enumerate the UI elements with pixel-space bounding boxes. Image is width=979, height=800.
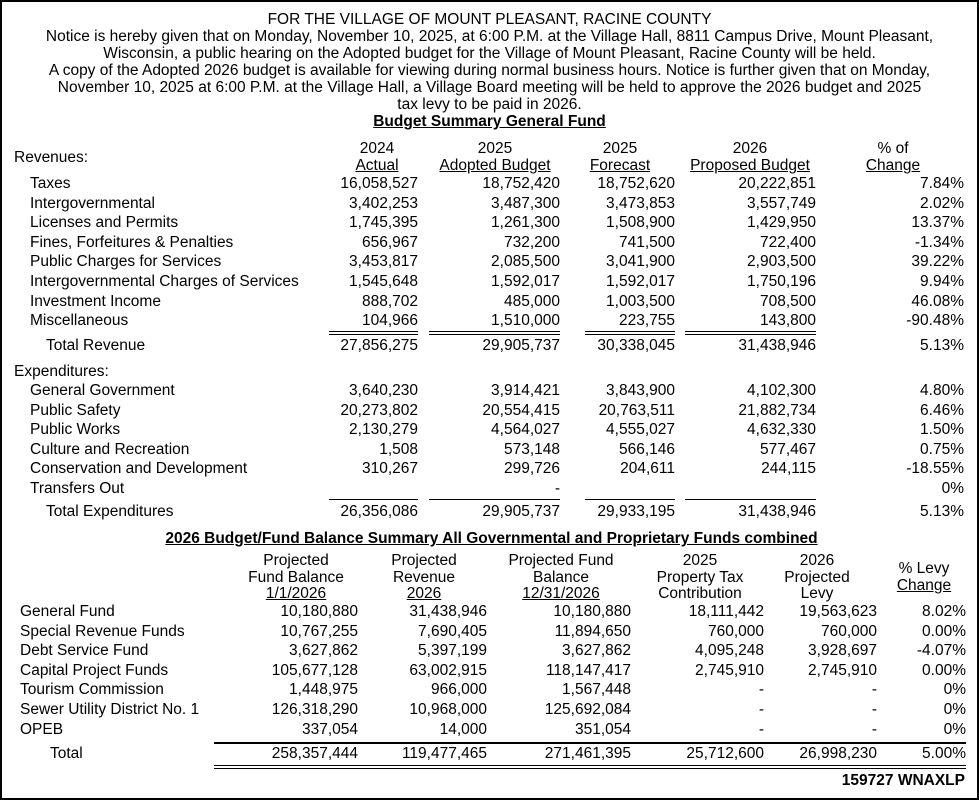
amount-cell: 20,554,415 — [482, 401, 560, 419]
fb-column-header: Change — [896, 576, 952, 594]
amount-cell: 1,429,950 — [747, 214, 816, 232]
amount-cell: 722,400 — [759, 233, 816, 251]
total-underline — [329, 331, 418, 335]
total-label: Total Expenditures — [46, 503, 174, 520]
row-label: General Government — [30, 382, 175, 399]
amount-cell: 2,130,279 — [349, 421, 418, 439]
amount-cell: 573,148 — [503, 440, 560, 458]
amount-cell: 3,914,421 — [491, 382, 560, 399]
amount-cell: 3,627,862 — [289, 642, 358, 660]
amount-cell: 14,000 — [439, 720, 487, 738]
amount-cell: 7,690,405 — [418, 622, 487, 640]
notice-text-line: A copy of the Adopted 2026 budget is available for viewing during normal business hours. Notice is further given that on Monday, — [48, 62, 931, 79]
total-amount-cell: 29,905,737 — [482, 337, 560, 354]
amount-cell: 760,000 — [707, 622, 764, 640]
amount-cell: 485,000 — [503, 292, 560, 310]
fb-column-header: 12/31/2026 — [522, 585, 600, 602]
percent-change-cell: 7.84% — [920, 175, 964, 192]
row-label: Licenses and Permits — [30, 214, 179, 232]
total-amount-cell: 271,461,395 — [544, 745, 631, 762]
amount-cell: 1,592,017 — [606, 273, 675, 290]
levy-change-cell: 5.00% — [922, 745, 966, 762]
fb-column-header: 2026 — [406, 585, 442, 602]
percent-change-cell: 9.94% — [920, 273, 964, 290]
amount-cell: 1,510,000 — [491, 312, 560, 330]
amount-cell: 4,555,027 — [606, 421, 675, 439]
notice-text-line: November 10, 2025 at 6:00 P.M. at the Village Hall, a Village Board meeting will be held to approve the 2026 budget and 2025 — [57, 79, 922, 96]
fund-name: Special Revenue Funds — [20, 622, 185, 640]
percent-change-cell: 13.37% — [911, 214, 964, 232]
amount-cell: 1,545,648 — [349, 273, 418, 290]
gf-col-header-top: 2025 — [477, 140, 513, 157]
gf-col-header-bottom: Forecast — [589, 157, 651, 174]
fund-name: Tourism Commission — [20, 681, 164, 699]
amount-cell: 125,692,084 — [544, 701, 631, 718]
percent-change-cell: 39.22% — [911, 253, 964, 271]
amount-cell: 3,843,900 — [606, 382, 675, 399]
fund-name: Debt Service Fund — [20, 642, 149, 660]
total-underline — [585, 499, 675, 500]
amount-cell: 2,903,500 — [747, 253, 816, 271]
fund-name: Sewer Utility District No. 1 — [20, 701, 200, 718]
percent-change-cell: 5.13% — [920, 337, 964, 354]
percent-change-cell: -18.55% — [906, 460, 964, 478]
row-label: Culture and Recreation — [30, 440, 190, 458]
row-label: Public Safety — [30, 401, 121, 419]
amount-cell: - — [758, 681, 764, 699]
row-label: Fines, Forfeitures & Penalties — [30, 233, 234, 251]
levy-change-cell: 0% — [943, 681, 966, 699]
total-double-rule — [214, 765, 966, 769]
amount-cell: 577,467 — [759, 440, 816, 458]
amount-cell: - — [758, 701, 764, 718]
amount-cell: 3,041,900 — [606, 253, 675, 271]
amount-cell: 244,115 — [761, 460, 816, 478]
row-label: Intergovernmental — [30, 194, 155, 212]
amount-cell: 3,473,853 — [606, 194, 675, 212]
amount-cell: 2,745,910 — [695, 661, 764, 679]
total-amount-cell: 31,438,946 — [738, 337, 816, 354]
amount-cell: 19,563,623 — [799, 603, 877, 620]
gf-col-header-top: % of — [877, 140, 909, 157]
total-underline — [685, 499, 816, 500]
amount-cell: 3,453,817 — [349, 253, 418, 271]
gf-col-header-bottom: Proposed Budget — [690, 157, 810, 174]
amount-cell: - — [758, 720, 764, 738]
amount-cell: 63,002,915 — [409, 661, 487, 679]
total-rule — [214, 742, 966, 744]
row-label: Taxes — [30, 175, 71, 192]
fb-column-header: Contribution — [658, 585, 742, 602]
notice-text-line: Notice is hereby given that on Monday, November 10, 2025, at 6:00 P.M. at the Village Hall, 8811 Campus Drive, Mount Pleasant, — [45, 28, 934, 45]
levy-change-cell: 0% — [943, 701, 966, 718]
amount-cell: - — [871, 681, 877, 699]
fb-column-header: Balance — [532, 568, 589, 586]
amount-cell: 118,147,417 — [545, 661, 631, 679]
notice-text-line: tax levy to be paid in 2026. — [397, 96, 582, 113]
amount-cell: 732,200 — [503, 233, 560, 251]
amount-cell: 1,448,975 — [289, 681, 358, 699]
fb-column-header: Fund Balance — [248, 568, 344, 586]
amount-cell: 3,640,230 — [349, 382, 418, 399]
amount-cell: 20,222,851 — [738, 175, 816, 192]
revenues-label: Revenues: — [14, 149, 89, 166]
percent-change-cell: 2.02% — [920, 194, 964, 212]
percent-change-cell: 0% — [941, 480, 964, 497]
amount-cell: 16,058,527 — [340, 175, 418, 192]
total-underline — [329, 499, 418, 500]
total-amount-cell: 29,933,195 — [597, 503, 675, 520]
row-label: Miscellaneous — [30, 312, 129, 330]
fb-column-header: Levy — [800, 585, 834, 602]
gf-col-header-bottom: Change — [865, 157, 921, 174]
amount-cell: 4,564,027 — [491, 421, 560, 439]
amount-cell: 888,702 — [361, 292, 418, 310]
amount-cell: 20,763,511 — [598, 401, 675, 419]
amount-cell: 1,745,395 — [349, 214, 418, 232]
gf-col-header-top: 2026 — [732, 140, 768, 157]
notice-title: FOR THE VILLAGE OF MOUNT PLEASANT, RACINE COUNTY — [267, 11, 712, 28]
notice-header — [6, 11, 973, 113]
fb-column-header: Projected — [263, 552, 329, 569]
expenditures-label: Expenditures: — [14, 363, 109, 380]
general-fund-title: Budget Summary General Fund — [373, 113, 606, 130]
amount-cell: 1,592,017 — [491, 273, 560, 290]
total-amount-cell: 26,998,230 — [799, 745, 877, 762]
amount-cell: 3,487,300 — [491, 194, 560, 212]
fund-name: OPEB — [20, 720, 64, 738]
percent-change-cell: -1.34% — [914, 233, 964, 251]
fb-column-header: 2026 — [799, 552, 835, 569]
amount-cell: - — [554, 480, 560, 497]
percent-change-cell: 1.50% — [920, 421, 964, 439]
fb-column-header: 2025 — [682, 552, 718, 569]
levy-change-cell: 0.00% — [922, 661, 966, 679]
amount-cell: 11,894,650 — [554, 622, 631, 640]
amount-cell: 3,557,749 — [747, 194, 816, 212]
amount-cell: 310,267 — [361, 460, 418, 478]
amount-cell: - — [871, 701, 877, 718]
amount-cell: 1,261,300 — [491, 214, 560, 232]
row-label: Investment Income — [30, 292, 161, 310]
amount-cell: 126,318,290 — [271, 701, 358, 718]
fb-column-header: Projected — [391, 552, 457, 569]
amount-cell: 18,752,420 — [482, 175, 560, 192]
amount-cell: 3,928,697 — [808, 642, 877, 660]
amount-cell: 4,632,330 — [747, 421, 816, 439]
amount-cell: - — [871, 720, 877, 738]
percent-change-cell: 0.75% — [920, 440, 964, 458]
amount-cell: 2,745,910 — [808, 661, 877, 679]
row-label: Public Charges for Services — [30, 253, 222, 271]
amount-cell: 18,752,620 — [597, 175, 675, 192]
fb-column-header: Property Tax — [656, 568, 744, 586]
total-underline — [429, 499, 560, 500]
percent-change-cell: 4.80% — [920, 382, 964, 399]
fund-balance-title: 2026 Budget/Fund Balance Summary All Governmental and Proprietary Funds combined — [165, 530, 818, 547]
amount-cell: 223,755 — [618, 312, 675, 330]
amount-cell: 4,102,300 — [747, 382, 816, 399]
fund-name: Capital Project Funds — [20, 661, 169, 679]
gf-col-header-bottom: Actual — [355, 157, 399, 174]
row-label: Intergovernmental Charges of Services — [30, 273, 299, 290]
ad-number: 159727 WNAXLP — [841, 772, 965, 789]
row-label: Conservation and Development — [30, 460, 248, 478]
gf-col-header-bottom: Adopted Budget — [439, 157, 551, 174]
amount-cell: 741,500 — [618, 233, 675, 251]
amount-cell: 708,500 — [759, 292, 816, 310]
total-label: Total Revenue — [46, 337, 146, 354]
amount-cell: 566,146 — [618, 440, 675, 458]
gf-col-header-top: 2025 — [602, 140, 638, 157]
amount-cell: 1,750,196 — [747, 273, 816, 290]
amount-cell: 204,611 — [620, 460, 675, 478]
total-amount-cell: 26,356,086 — [340, 503, 418, 520]
gf-col-header-top: 2024 — [359, 140, 395, 157]
total-amount-cell: 119,477,465 — [401, 745, 487, 762]
total-label: Total — [50, 745, 83, 762]
total-amount-cell: 25,712,600 — [686, 745, 764, 762]
total-underline — [685, 331, 816, 335]
fund-name: General Fund — [20, 603, 115, 620]
total-amount-cell: 258,357,444 — [271, 745, 358, 762]
amount-cell: 10,180,880 — [553, 603, 631, 620]
amount-cell: 4,095,248 — [695, 642, 764, 660]
amount-cell: 20,273,802 — [340, 401, 418, 419]
total-amount-cell: 30,338,045 — [597, 337, 675, 354]
amount-cell: 656,967 — [361, 233, 418, 251]
amount-cell: 760,000 — [820, 622, 877, 640]
amount-cell: 1,003,500 — [606, 292, 675, 310]
total-amount-cell: 29,905,737 — [482, 503, 560, 520]
amount-cell: 1,508,900 — [606, 214, 675, 232]
row-label: Public Works — [30, 421, 121, 439]
amount-cell: 10,767,255 — [280, 622, 358, 640]
fb-column-header: Revenue — [392, 568, 456, 586]
percent-change-cell: 5.13% — [920, 503, 964, 520]
percent-change-cell: 6.46% — [920, 401, 964, 419]
amount-cell: 337,054 — [301, 720, 358, 738]
total-underline — [429, 331, 560, 335]
amount-cell: 3,627,862 — [562, 642, 631, 660]
amount-cell: 2,085,500 — [491, 253, 560, 271]
fb-column-header: Projected — [784, 568, 850, 586]
percent-change-cell: 46.08% — [911, 292, 964, 310]
percent-change-cell: -90.48% — [906, 312, 964, 330]
amount-cell: 18,111,442 — [688, 603, 764, 620]
levy-change-cell: 0% — [943, 720, 966, 738]
total-underline — [585, 331, 675, 335]
levy-change-cell: -4.07% — [916, 642, 966, 660]
amount-cell: 5,397,199 — [418, 642, 487, 660]
amount-cell: 10,180,880 — [280, 603, 358, 620]
levy-change-cell: 0.00% — [922, 622, 966, 640]
amount-cell: 104,966 — [361, 312, 418, 330]
amount-cell: 10,968,000 — [409, 701, 487, 718]
amount-cell: 105,677,128 — [271, 661, 358, 679]
amount-cell: 1,508 — [379, 440, 418, 458]
notice-text-line: Wisconsin, a public hearing on the Adopted budget for the Village of Mount Pleasant, Racine County will be held. — [103, 45, 876, 62]
amount-cell: 966,000 — [430, 681, 487, 699]
total-amount-cell: 31,438,946 — [738, 503, 816, 520]
levy-change-cell: 8.02% — [922, 603, 966, 620]
amount-cell: 299,726 — [503, 460, 560, 478]
fb-column-header: % Levy — [898, 560, 950, 577]
fb-column-header: Projected Fund — [508, 552, 614, 569]
fb-column-header: 1/1/2026 — [265, 585, 327, 602]
amount-cell: 21,882,734 — [738, 401, 816, 419]
total-amount-cell: 27,856,275 — [340, 337, 418, 354]
amount-cell: 1,567,448 — [562, 681, 631, 699]
amount-cell: 31,438,946 — [409, 603, 487, 620]
row-label: Transfers Out — [30, 480, 125, 497]
amount-cell: 143,800 — [759, 312, 816, 330]
amount-cell: 3,402,253 — [349, 194, 418, 212]
amount-cell: 351,054 — [574, 720, 631, 738]
